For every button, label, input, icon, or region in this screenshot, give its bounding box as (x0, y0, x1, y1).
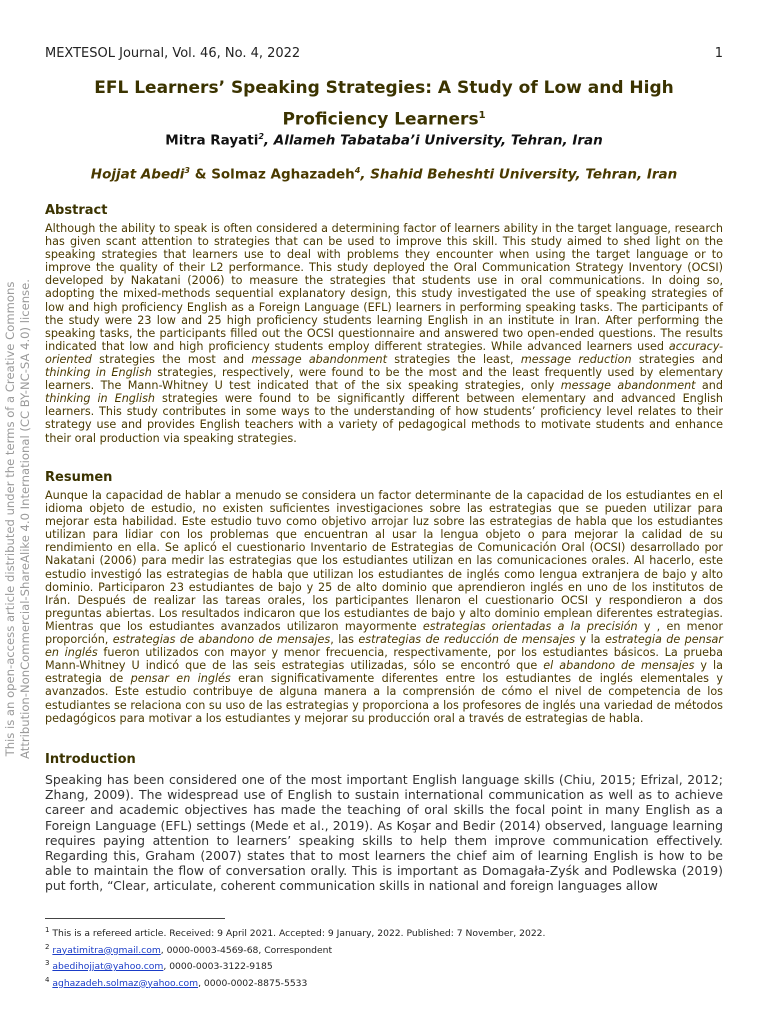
email-link-rayati[interactable]: rayatimitra@gmail.com (52, 944, 161, 956)
abstract-italic: message abandonment (560, 379, 696, 393)
abstract-text: strategies, respectively, were found to be the most and the least frequently used by elementary learners. The Mann-Whitney U test indicated that of the six speaking strategies, only (45, 366, 723, 393)
resumen-text: y la estrategia de (45, 659, 723, 686)
resumen-italic: pensar en inglés (130, 672, 231, 686)
author-footnote-mark-4: 4 (354, 166, 361, 175)
author-name-abedi: Hojjat Abedi (90, 166, 185, 183)
resumen-text: eran significativamente diferentes entre los estudiantes de inglés elementales y avanzados. Este estudio contribuye de alguna manera a la comprensión de cómo el nivel de competencia de los estudiantes se relaciona con su uso de las estrategias y proporciona a los profesores de inglés una variedad de métodos pedagógicos para motivar a los estudiantes y mejorar su producción oral a través de estrategias de habla. (45, 672, 723, 725)
resumen-italic: estrategias orientadas a la precisión (422, 619, 638, 633)
footnote-divider (45, 918, 225, 919)
title-footnote-mark: 1 (478, 110, 486, 121)
license-text (3, 266, 33, 771)
article-title (60, 74, 708, 134)
introduction-heading: Introduction (45, 752, 136, 767)
license-line-1: This is an open-access article distributed under the terms of a Creative Commons (3, 281, 17, 756)
title-line-1: EFL Learners’ Speaking Strategies: A Study of Low and High (94, 78, 674, 98)
page-number: 1 (714, 46, 723, 61)
email-link-abedi[interactable]: abedihojjat@yahoo.com (52, 961, 164, 973)
abstract-text: strategies were found to be significantly different between elementary and advanced English learners. This study contributes in some ways to the understanding of how students’ proficiency level relates to their strategy use and provides English teachers with a variety of pedagogical methods to motivate students and enhance their oral production via speaking strategies. (45, 392, 723, 445)
license-line-2: Attribution-NonCommercial-ShareAlike 4.0 International (CC BY-NC-SA 4.0) license. (18, 278, 32, 759)
abstract-text: strategies the least, (387, 352, 521, 366)
resumen-text: fueron utilizados con mayor y menor frecuencia, respectivamente, por los estudiantes básicos. La prueba Mann-Whitney U indicó que de las seis estrategias utilizadas, sólo se encontró que (45, 646, 724, 673)
license-sidebar (1, 266, 35, 771)
abstract-italic: message reduction (520, 352, 632, 366)
title-line-2-text: Proficiency Learners (282, 109, 479, 130)
abstract-body (45, 222, 723, 445)
author-line-1 (0, 132, 768, 149)
resumen-heading: Resumen (45, 470, 113, 485)
affiliation-shahid-beheshti: , Shahid Beheshti University, Tehran, Iran (360, 166, 678, 183)
resumen-text: y , en menor proporción, (45, 619, 723, 647)
footnotes (45, 924, 723, 990)
footnote-mark: 1 (45, 926, 50, 934)
author-footnote-mark-3: 3 (184, 166, 190, 175)
abstract-text: Although the ability to speak is often considered a determining factor of learners ability in the target language, research has given scant attention to strategies that can be used to improve this skill. This study aimed to shed light on the speaking strategies that learners use to deal with problems they encounter when using the target language or to improve the quality of their L2 performance. This study deployed the Oral Communication Strategy Inventory (OCSI) developed by Nakatani (2006) to measure the strategies that students use in oral communications. In doing so, adopting the mixed-methods sequential explanatory design, this study investigated the use of speaking strategies of low and high proficiency English as a Foreign Language (EFL) learners in performing speaking tasks. The participants of the study were 23 low and 25 high proficiency students learning English in an institute in Iran. After performing the speaking tasks, the participants filled out the OCSI questionnaire and answered two open-ended questions. The results indicated that low and high proficiency students employ different strategies. While advanced learners used (45, 222, 723, 353)
footnote-1 (45, 924, 723, 941)
abstract-text: strategies and (631, 352, 723, 366)
journal-citation: MEXTESOL Journal, Vol. 46, No. 4, 2022 (45, 46, 301, 61)
resumen-text: Aunque la capacidad de hablar a menudo se considera un factor determinante de la capacidad de los estudiantes en el idioma objeto de estudio, no existen suficientes investigaciones sobre las estrategias que se pueden utilizar para mejorar esta habilidad. Este estudio tuvo como objetivo arrojar luz sobre las estrategias de habla que los estudiantes utilizan para lidiar con los problemas que encuentran al usar la lengua objeto o para mejorar la calidad de su rendimiento en ella. Se aplicó el cuestionario Inventario de Estrategias de Comunicación Oral (OCSI) desarrollado por Nakatani (2006) para medir las estrategias que los estudiantes utilizan en las comunicaciones orales. Al hacerlo, este estudio investigó las estrategias de habla que utilizan los estudiantes de inglés como lengua extranjera de bajo y alto dominio. Participaron 23 estudiantes de bajo y 25 de alto dominio que aprendieron inglés en uno de los institutos de Irán. Después de realizar las tareas orales, los participantes llenaron el cuestionario OCSI y respondieron a dos preguntas abiertas. Los resultados indicaron que los estudiantes de bajo y alto dominio emplean diferentes estrategias. Mientras que los estudiantes avanzados utilizaron mayormente (45, 489, 723, 633)
author-ampersand: & (190, 166, 212, 183)
footnote-text: , 0000-0003-3122-9185 (163, 961, 273, 973)
resumen-italic: estrategia de pensar en inglés (45, 633, 723, 660)
footnote-2 (45, 941, 723, 958)
resumen-text: , las (330, 633, 359, 647)
abstract-italic: accuracy-oriented (45, 339, 723, 366)
running-header (45, 46, 723, 61)
resumen-text: y la (575, 633, 605, 647)
author-line-2 (0, 166, 768, 183)
resumen-italic: el abandono de mensajes (543, 659, 695, 673)
footnote-mark: 4 (45, 975, 50, 984)
title-line-2 (60, 102, 708, 134)
author-footnote-mark-2: 2 (258, 132, 264, 141)
footnote-mark: 2 (45, 942, 50, 951)
author-name-rayati: Mitra Rayati (165, 132, 259, 149)
footnote-3 (45, 957, 723, 974)
footnote-text: , 0000-0002-8875-5533 (198, 977, 308, 989)
footnote-4 (45, 974, 723, 991)
abstract-italic: message abandonment (251, 352, 388, 366)
abstract-italic: thinking in English (45, 392, 156, 406)
resumen-italic: estrategias de abandono de mensajes (112, 633, 331, 647)
abstract-text: strategies the most and (91, 352, 252, 366)
resumen-italic: estrategias de reducción de mensajes (358, 633, 576, 647)
abstract-italic: thinking in English (45, 366, 152, 380)
author-name-aghazadeh: Solmaz Aghazadeh (211, 166, 355, 183)
resumen-body (45, 489, 723, 725)
footnote-text: This is a refereed article. Received: 9 April 2021. Accepted: 9 January, 2022. Published: 7 November, 2022. (49, 928, 546, 940)
introduction-body: Speaking has been considered one of the most important English language skills (Chiu, 2015; Efrizal, 2012; Zhang, 2009). The widespread use of English to sustain international communication as well as to achieve career and academic objectives has made the teaching of oral skills the focal point in many English as a Foreign Language (EFL) settings (Mede et al., 2019). As Koşar and Bedir (2014) observed, language learning requires paying attention to learners’ speaking skills to help them improve communication effectively. Regarding this, Graham (2007) states that to most learners the chief aim of learning English is how to be able to maintain the flow of conversation orally. This is important as Domagała-Zyśk and Podlewska (2019) put forth, “Clear, articulate, coherent communication skills in national and foreign languages allow (45, 772, 723, 894)
affiliation-allameh: , Allameh Tabataba’i University, Tehran, Iran (263, 132, 603, 149)
email-link-aghazadeh[interactable]: aghazadeh.solmaz@yahoo.com (52, 977, 199, 989)
footnote-text: , 0000-0003-4569-68, Correspondent (160, 944, 333, 956)
abstract-text: and (695, 379, 723, 393)
footnote-mark: 3 (45, 959, 50, 968)
abstract-heading: Abstract (45, 203, 108, 218)
